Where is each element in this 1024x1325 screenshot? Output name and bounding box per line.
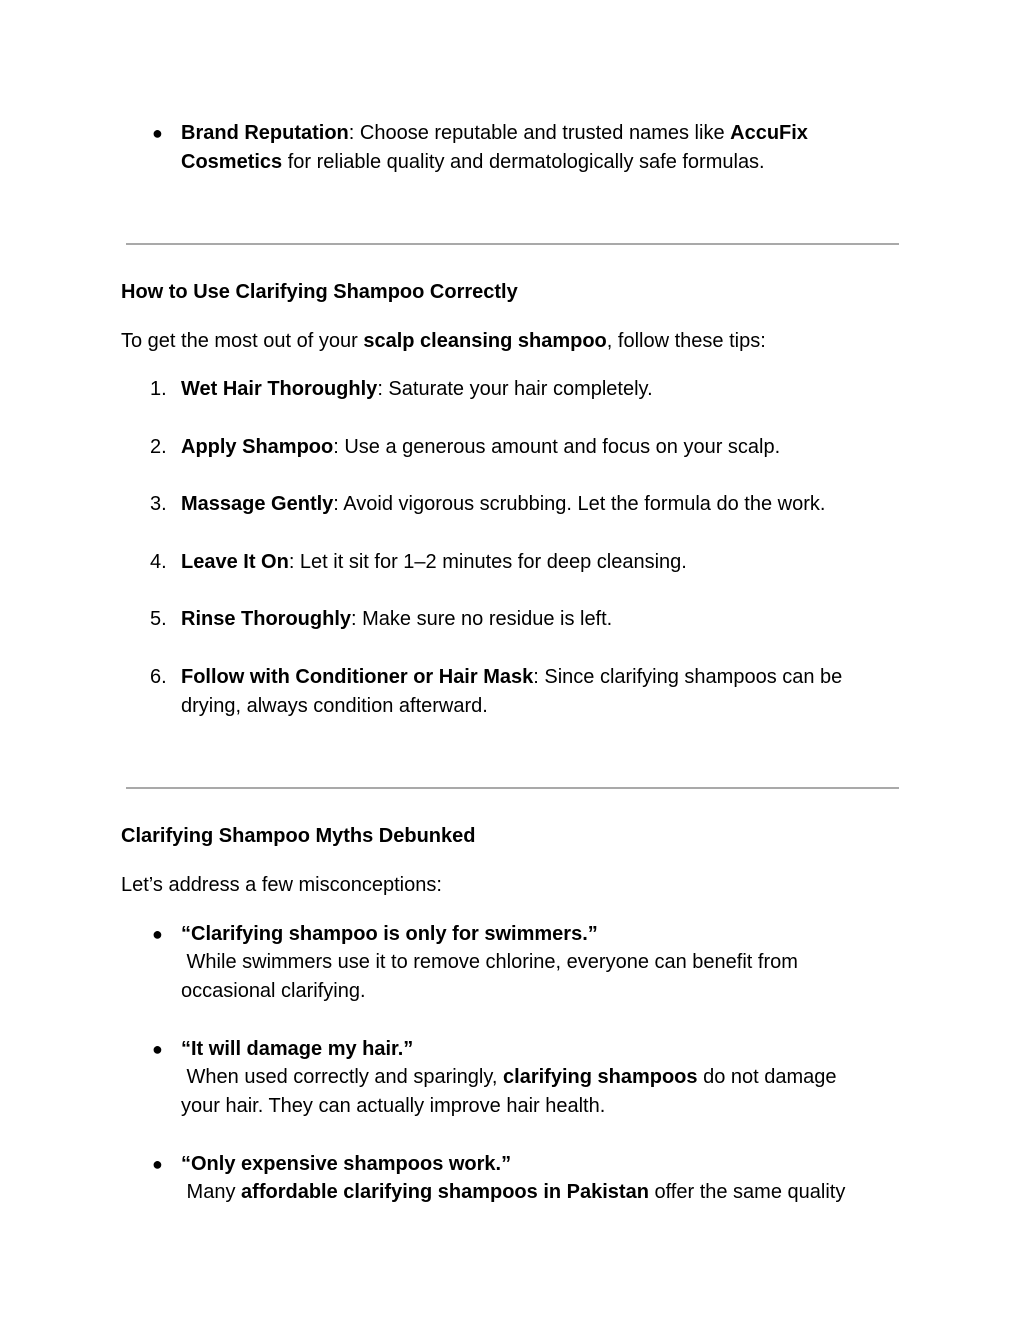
myths-intro: Let’s address a few misconceptions: <box>121 874 442 896</box>
bullet-icon: ● <box>152 1154 163 1174</box>
bullet-icon: ● <box>152 1039 163 1059</box>
bullet-icon: ● <box>152 123 163 143</box>
howto-intro: To get the most out of your scalp cleansing shampoo, follow these tips: <box>121 330 766 352</box>
bullet-icon: ● <box>152 924 163 944</box>
brand-term: Brand Reputation <box>181 122 349 144</box>
section-heading-myths: Clarifying Shampoo Myths Debunked <box>121 825 476 847</box>
divider <box>126 787 899 789</box>
section-heading-howto: How to Use Clarifying Shampoo Correctly <box>121 281 518 303</box>
divider <box>126 243 899 245</box>
brand-name: AccuFix <box>730 122 808 144</box>
